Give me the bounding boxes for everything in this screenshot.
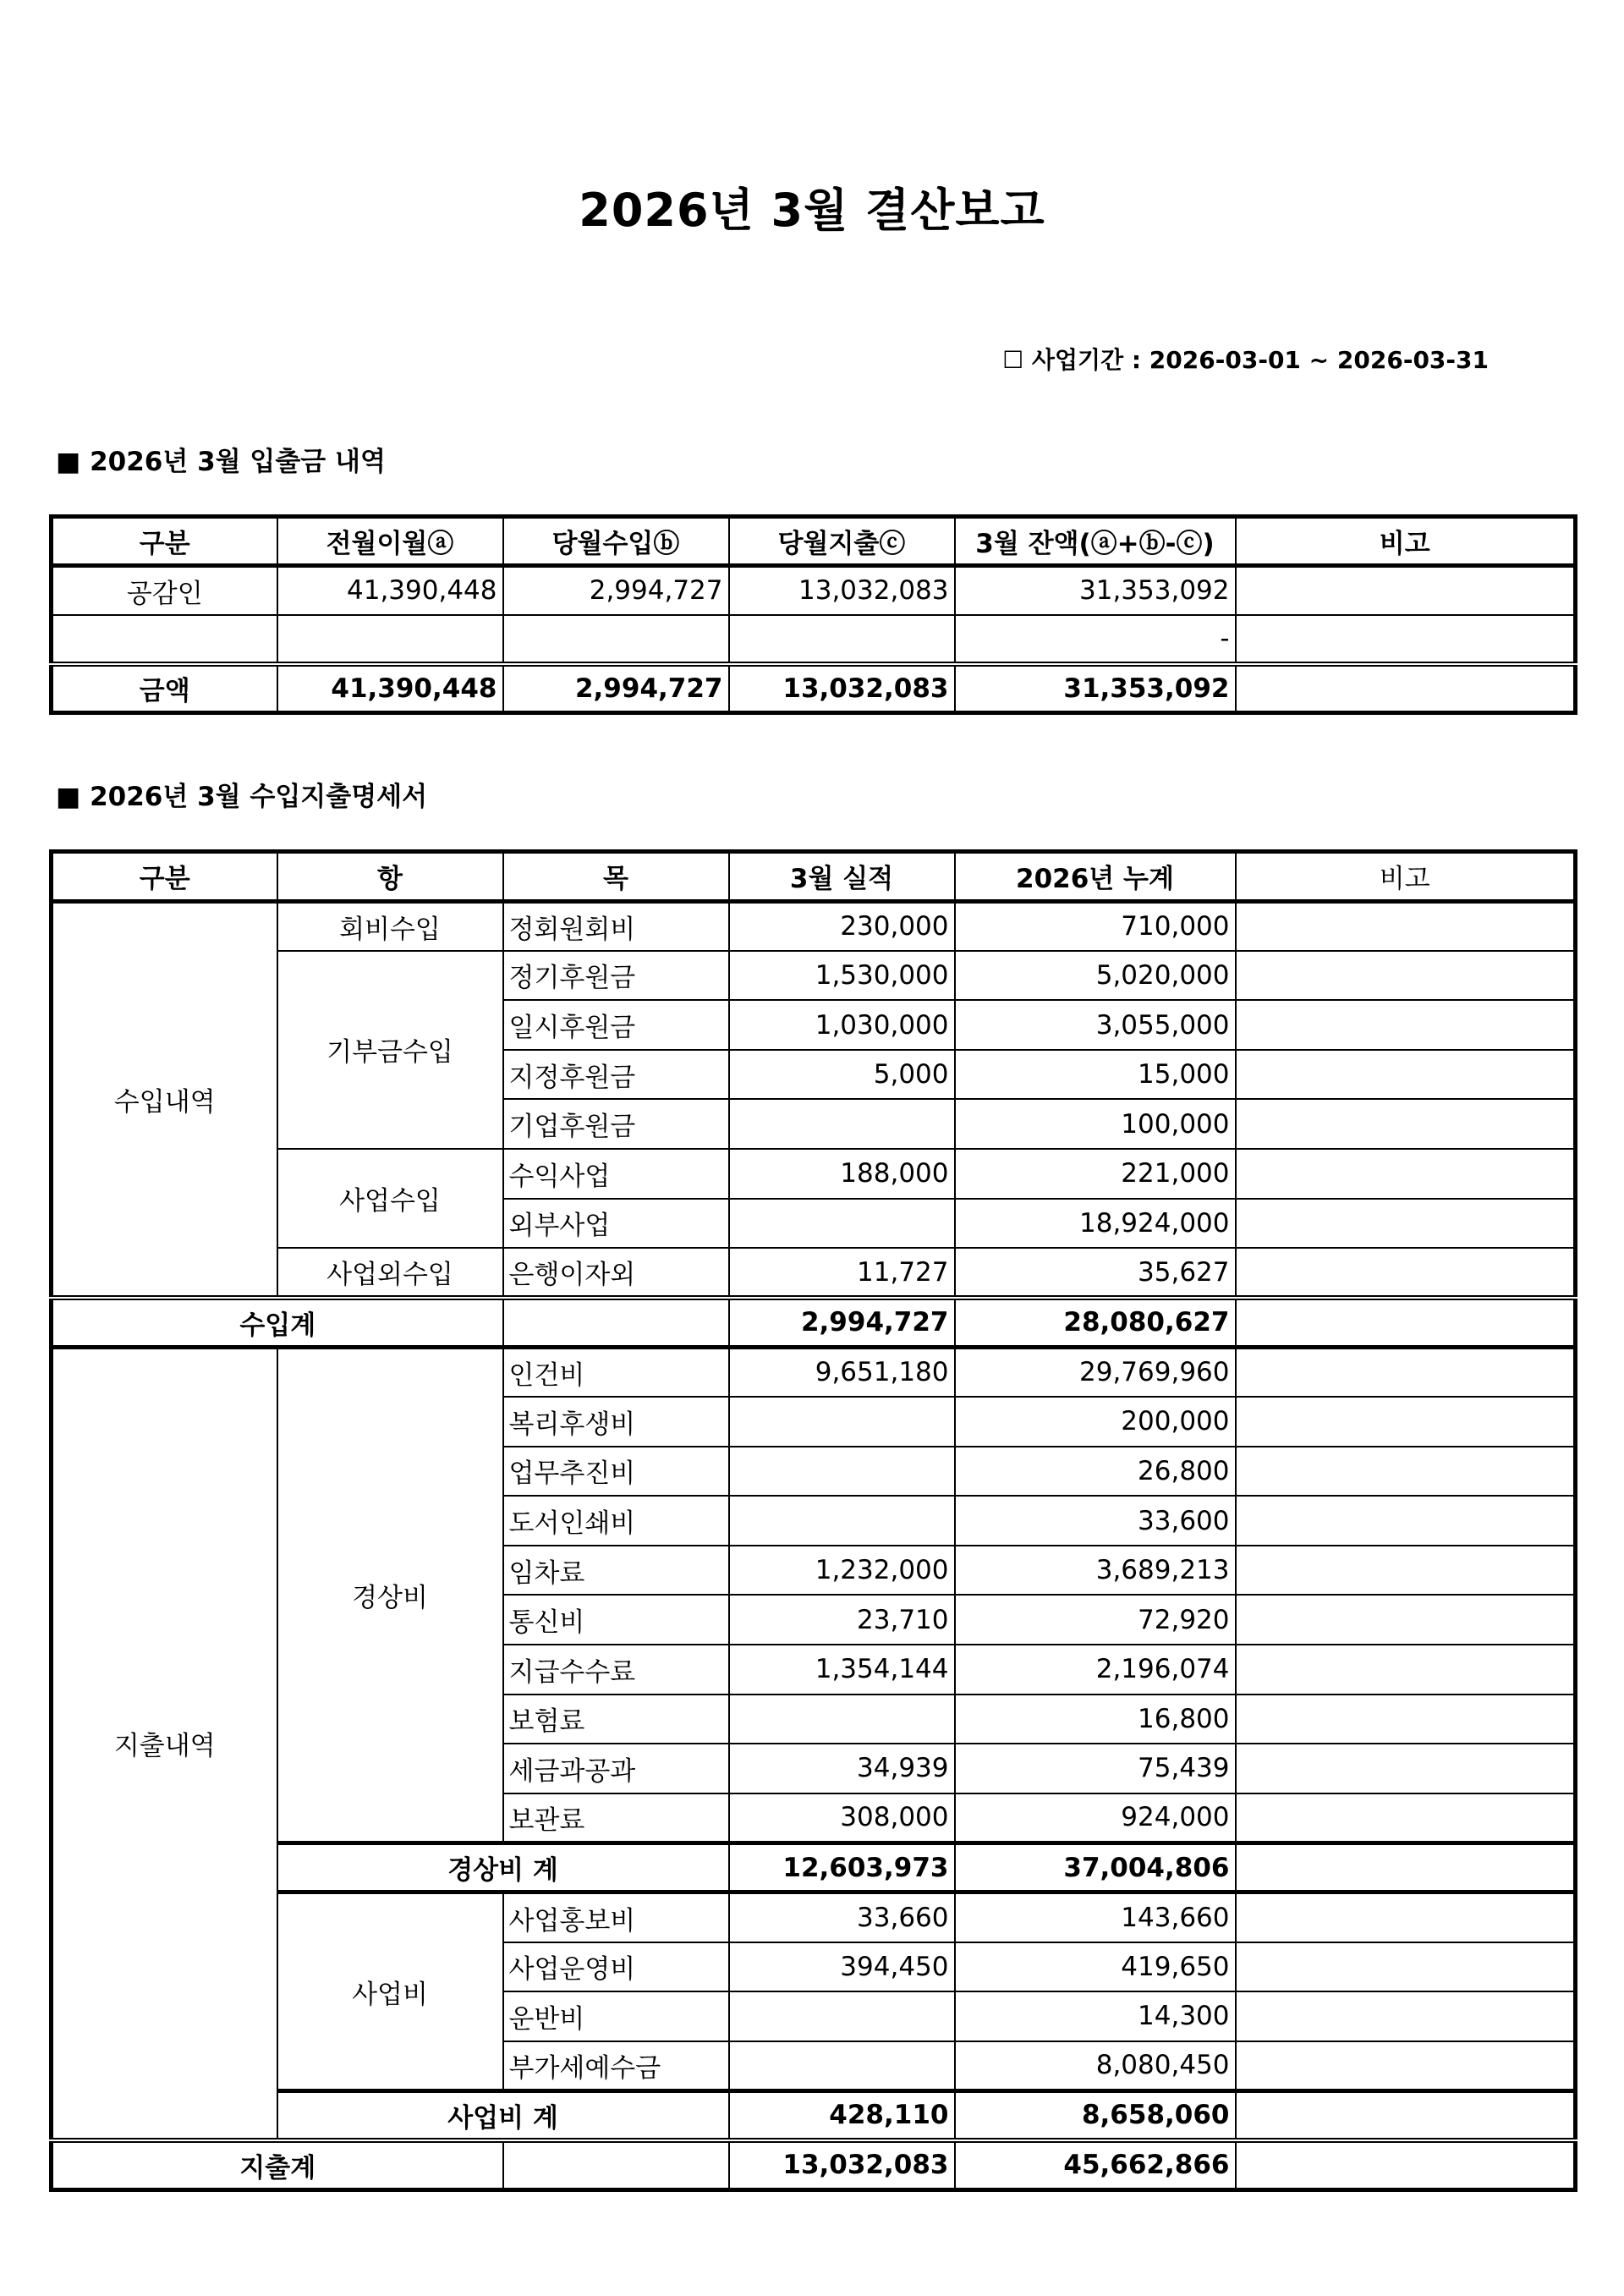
total-amount-cell: 2,994,727 <box>503 664 729 713</box>
total-amount-cell: 31,353,092 <box>955 664 1236 713</box>
note-cell <box>1236 1149 1576 1199</box>
group-cell: 사업외수입 <box>277 1248 503 1298</box>
empty-cell <box>503 1298 729 1348</box>
income-expense-table <box>49 849 1577 2192</box>
month-amount-cell <box>729 1496 955 1546</box>
item-name-cell: 정회원회비 <box>503 901 729 951</box>
item-name-cell: 사업홍보비 <box>503 1892 729 1942</box>
header-cell: 구분 <box>52 852 277 902</box>
month-amount-cell: 308,000 <box>729 1793 955 1843</box>
cumulative-amount-cell: 26,800 <box>955 1447 1236 1497</box>
total-label-cell: 수입계 <box>52 1298 503 1348</box>
square-bullet-icon: ■ <box>56 447 81 477</box>
cumulative-amount-cell: 29,769,960 <box>955 1347 1236 1397</box>
note-cell <box>1236 1645 1576 1695</box>
total-amount-cell: 41,390,448 <box>277 664 503 713</box>
header-cell: 구분 <box>52 517 277 566</box>
period-separator: ~ <box>1309 346 1330 374</box>
item-name-cell: 부가세예수금 <box>503 2041 729 2091</box>
month-amount-cell: 5,000 <box>729 1050 955 1100</box>
subtotal-cumulative-cell: 8,658,060 <box>955 2090 1236 2140</box>
note-cell <box>1236 1991 1576 2041</box>
month-amount-cell <box>729 1991 955 2041</box>
month-amount-cell: 188,000 <box>729 1149 955 1199</box>
category-cell: 수입내역 <box>52 901 277 1298</box>
group-cell: 기부금수입 <box>277 951 503 1149</box>
month-amount-cell <box>729 1397 955 1447</box>
table-row <box>52 1248 1576 1298</box>
note-cell <box>1236 1397 1576 1447</box>
period-end: 2026-03-31 <box>1336 346 1489 374</box>
section-cashflow-heading <box>56 440 386 478</box>
month-amount-cell <box>729 2041 955 2091</box>
note-cell <box>1236 1942 1576 1992</box>
header-cell: 목 <box>503 852 729 902</box>
item-name-cell: 복리후생비 <box>503 1397 729 1447</box>
note-cell <box>1236 1248 1576 1298</box>
account-name-cell: 공감인 <box>52 566 277 615</box>
note-cell <box>1236 1199 1576 1249</box>
item-name-cell: 운반비 <box>503 1991 729 2041</box>
total-cumulative-cell: 45,662,866 <box>955 2140 1236 2190</box>
cumulative-amount-cell: 100,000 <box>955 1099 1236 1149</box>
note-cell <box>1236 1347 1576 1397</box>
header-cell: 비고 <box>1236 517 1576 566</box>
section-title: 2026년 3월 수입지출명세서 <box>90 782 428 812</box>
group-cell: 사업비 <box>277 1892 503 2090</box>
table-row <box>52 1347 1576 1397</box>
subtotal-row <box>52 1843 1576 1892</box>
note-cell <box>1236 615 1576 664</box>
item-name-cell: 보험료 <box>503 1695 729 1744</box>
note-cell <box>1236 566 1576 615</box>
item-name-cell: 은행이자외 <box>503 1248 729 1298</box>
item-name-cell: 정기후원금 <box>503 951 729 1001</box>
table-row <box>52 951 1576 1001</box>
month-amount-cell: 11,727 <box>729 1248 955 1298</box>
header-cell: 비고 <box>1236 852 1576 902</box>
total-label-cell: 지출계 <box>52 2140 503 2190</box>
cumulative-amount-cell: 200,000 <box>955 1397 1236 1447</box>
amount-cell <box>729 615 955 664</box>
account-name-cell <box>52 615 277 664</box>
month-amount-cell: 34,939 <box>729 1744 955 1793</box>
cumulative-amount-cell: 924,000 <box>955 1793 1236 1843</box>
cumulative-amount-cell: 35,627 <box>955 1248 1236 1298</box>
note-cell <box>1236 1892 1576 1942</box>
table-row <box>52 566 1576 615</box>
category-cell: 지출내역 <box>52 1347 277 2140</box>
note-cell <box>1236 2090 1576 2140</box>
note-cell <box>1236 2041 1576 2091</box>
subtotal-label-cell: 사업비 계 <box>277 2090 729 2140</box>
cashflow-table <box>49 514 1577 715</box>
amount-cell: - <box>955 615 1236 664</box>
table-row <box>52 1149 1576 1199</box>
cumulative-amount-cell: 143,660 <box>955 1892 1236 1942</box>
total-month-cell: 13,032,083 <box>729 2140 955 2190</box>
subtotal-label-cell: 경상비 계 <box>277 1843 729 1892</box>
subtotal-row <box>52 2090 1576 2140</box>
note-cell <box>1236 1298 1576 1348</box>
cumulative-amount-cell: 72,920 <box>955 1595 1236 1645</box>
amount-cell: 31,353,092 <box>955 566 1236 615</box>
month-amount-cell: 1,232,000 <box>729 1546 955 1596</box>
note-cell <box>1236 901 1576 951</box>
header-cell: 항 <box>277 852 503 902</box>
month-amount-cell: 33,660 <box>729 1892 955 1942</box>
item-name-cell: 외부사업 <box>503 1199 729 1249</box>
item-name-cell: 기업후원금 <box>503 1099 729 1149</box>
total-month-cell: 2,994,727 <box>729 1298 955 1348</box>
note-cell <box>1236 1099 1576 1149</box>
total-amount-cell: 13,032,083 <box>729 664 955 713</box>
total-row <box>52 664 1576 713</box>
note-cell <box>1236 1843 1576 1892</box>
header-cell: 당월지출ⓒ <box>729 517 955 566</box>
cumulative-amount-cell: 419,650 <box>955 1942 1236 1992</box>
cumulative-amount-cell: 5,020,000 <box>955 951 1236 1001</box>
table-row <box>52 1892 1576 1942</box>
note-cell <box>1236 1050 1576 1100</box>
header-cell: 3월 실적 <box>729 852 955 902</box>
item-name-cell: 사업운영비 <box>503 1942 729 1992</box>
table-row <box>52 901 1576 951</box>
item-name-cell: 지급수수료 <box>503 1645 729 1695</box>
cumulative-amount-cell: 16,800 <box>955 1695 1236 1744</box>
month-amount-cell <box>729 1099 955 1149</box>
square-bullet-icon: ■ <box>56 782 81 812</box>
section-title: 2026년 3월 입출금 내역 <box>90 447 386 477</box>
note-cell <box>1236 1447 1576 1497</box>
total-cumulative-cell: 28,080,627 <box>955 1298 1236 1348</box>
month-amount-cell <box>729 1695 955 1744</box>
note-cell <box>1236 1793 1576 1843</box>
group-cell: 사업수입 <box>277 1149 503 1248</box>
item-name-cell: 인건비 <box>503 1347 729 1397</box>
item-name-cell: 일시후원금 <box>503 1000 729 1050</box>
header-cell: 2026년 누계 <box>955 852 1236 902</box>
cumulative-amount-cell: 8,080,450 <box>955 2041 1236 2091</box>
empty-cell <box>503 2140 729 2190</box>
item-name-cell: 세금과공과 <box>503 1744 729 1793</box>
month-amount-cell: 1,530,000 <box>729 951 955 1001</box>
note-cell <box>1236 1744 1576 1793</box>
cumulative-amount-cell: 18,924,000 <box>955 1199 1236 1249</box>
month-amount-cell: 23,710 <box>729 1595 955 1645</box>
cumulative-amount-cell: 14,300 <box>955 1991 1236 2041</box>
note-cell <box>1236 2140 1576 2190</box>
amount-cell: 13,032,083 <box>729 566 955 615</box>
month-amount-cell: 9,651,180 <box>729 1347 955 1397</box>
table-header-row <box>52 517 1576 566</box>
business-period <box>1002 342 1489 376</box>
checkbox-icon: ☐ <box>1002 346 1024 374</box>
cumulative-amount-cell: 2,196,074 <box>955 1645 1236 1695</box>
month-amount-cell: 1,354,144 <box>729 1645 955 1695</box>
item-name-cell: 임차료 <box>503 1546 729 1596</box>
page-title: 2026년 3월 결산보고 <box>579 184 1045 237</box>
note-cell <box>1236 1000 1576 1050</box>
section-statement-heading <box>56 775 427 813</box>
amount-cell <box>503 615 729 664</box>
total-label-cell: 금액 <box>52 664 277 713</box>
item-name-cell: 지정후원금 <box>503 1050 729 1100</box>
amount-cell <box>277 615 503 664</box>
cumulative-amount-cell: 75,439 <box>955 1744 1236 1793</box>
item-name-cell: 통신비 <box>503 1595 729 1645</box>
cumulative-amount-cell: 710,000 <box>955 901 1236 951</box>
amount-cell: 2,994,727 <box>503 566 729 615</box>
subtotal-month-cell: 12,603,973 <box>729 1843 955 1892</box>
month-amount-cell <box>729 1199 955 1249</box>
note-cell <box>1236 664 1576 713</box>
item-name-cell: 도서인쇄비 <box>503 1496 729 1546</box>
period-start: 사업기간 : 2026-03-01 <box>1031 346 1301 374</box>
month-amount-cell: 1,030,000 <box>729 1000 955 1050</box>
note-cell <box>1236 1496 1576 1546</box>
cumulative-amount-cell: 33,600 <box>955 1496 1236 1546</box>
item-name-cell: 수익사업 <box>503 1149 729 1199</box>
cumulative-amount-cell: 15,000 <box>955 1050 1236 1100</box>
subtotal-cumulative-cell: 37,004,806 <box>955 1843 1236 1892</box>
header-cell: 3월 잔액(ⓐ+ⓑ-ⓒ) <box>955 517 1236 566</box>
month-amount-cell <box>729 1447 955 1497</box>
note-cell <box>1236 951 1576 1001</box>
month-amount-cell: 230,000 <box>729 901 955 951</box>
subtotal-month-cell: 428,110 <box>729 2090 955 2140</box>
cumulative-amount-cell: 221,000 <box>955 1149 1236 1199</box>
expense-total-row <box>52 2140 1576 2190</box>
item-name-cell: 업무추진비 <box>503 1447 729 1497</box>
month-amount-cell: 394,450 <box>729 1942 955 1992</box>
item-name-cell: 보관료 <box>503 1793 729 1843</box>
note-cell <box>1236 1546 1576 1596</box>
cumulative-amount-cell: 3,055,000 <box>955 1000 1236 1050</box>
header-cell: 전월이월ⓐ <box>277 517 503 566</box>
table-row <box>52 615 1576 664</box>
group-cell: 회비수입 <box>277 901 503 951</box>
table-header-row <box>52 852 1576 902</box>
group-cell: 경상비 <box>277 1347 503 1843</box>
note-cell <box>1236 1595 1576 1645</box>
note-cell <box>1236 1695 1576 1744</box>
amount-cell: 41,390,448 <box>277 566 503 615</box>
header-cell: 당월수입ⓑ <box>503 517 729 566</box>
income-total-row <box>52 1298 1576 1348</box>
cumulative-amount-cell: 3,689,213 <box>955 1546 1236 1596</box>
